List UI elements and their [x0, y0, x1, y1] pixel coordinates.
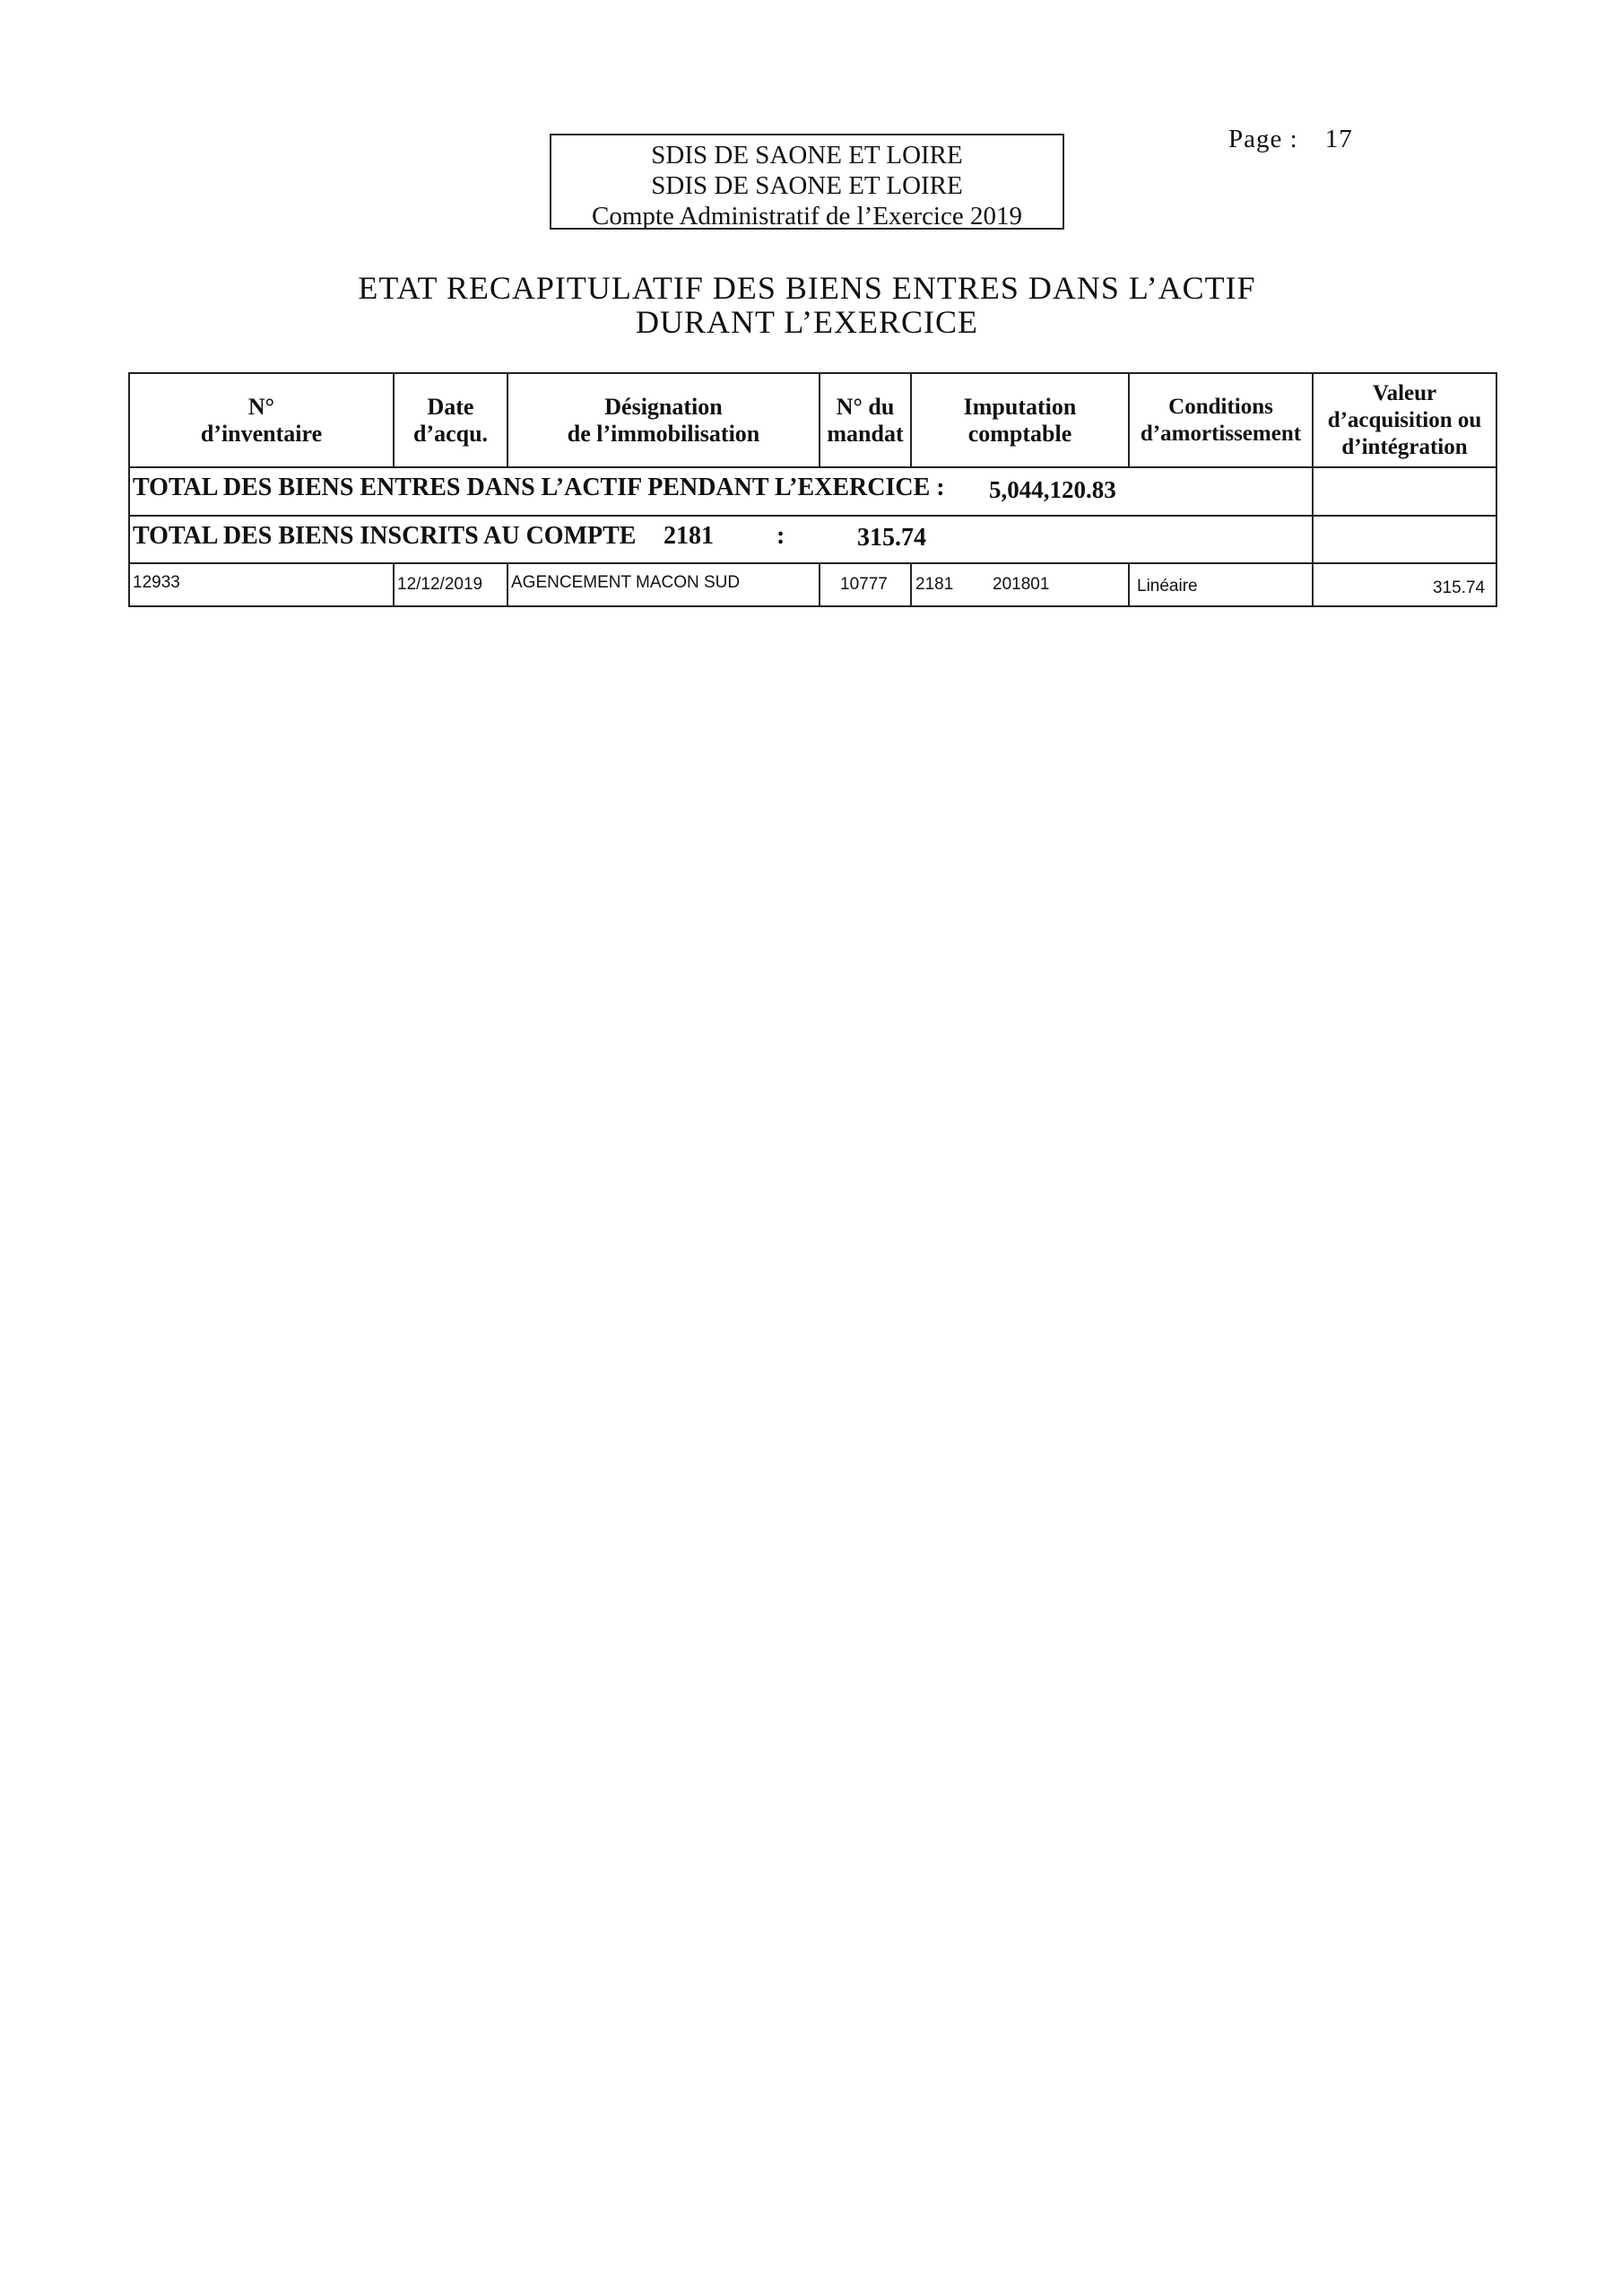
- column-header-line: mandat: [827, 420, 904, 447]
- total-account-number: 2181: [664, 522, 714, 550]
- total-all-label: TOTAL DES BIENS ENTRES DANS L’ACTIF PENDANT L’EXERCICE :: [133, 474, 945, 501]
- col-sep: [507, 562, 508, 607]
- col-sep: [1312, 562, 1314, 607]
- table-account-divider: [128, 562, 1497, 564]
- column-header-line: Imputation: [963, 393, 1077, 420]
- column-header-line: N°: [247, 393, 275, 420]
- column-header-line: Date: [427, 393, 474, 420]
- cell-inventaire: 12933: [133, 573, 180, 592]
- column-header-imputation: [912, 374, 1128, 466]
- column-header-line: d’inventaire: [200, 420, 323, 447]
- table-header-bottom: [128, 466, 1497, 468]
- total-account-separator: :: [776, 522, 785, 550]
- column-header-line: Conditions: [1168, 394, 1273, 419]
- column-header-line: Valeur: [1372, 380, 1437, 405]
- column-header-line: d’acqu.: [412, 420, 489, 447]
- cell-designation: AGENCEMENT MACON SUD: [511, 573, 741, 592]
- header-line-1: SDIS DE SAONE ET LOIRE: [651, 141, 963, 170]
- col-sep: [1128, 562, 1130, 607]
- page-label: Page :: [1228, 125, 1298, 153]
- cell-mandat: 10777: [840, 575, 888, 594]
- page-title-line-1: ETAT RECAPITULATIF DES BIENS ENTRES DANS L’ACTIF: [358, 270, 1256, 306]
- column-header-line: d’amortissement: [1140, 421, 1302, 446]
- column-header-line: de l’immobilisation: [567, 420, 760, 447]
- total-account-label: TOTAL DES BIENS INSCRITS AU COMPTE: [133, 522, 637, 550]
- cell-valeur: 315.74: [1433, 578, 1486, 597]
- column-header-line: d’acquisition ou: [1327, 407, 1482, 432]
- cell-conditions: Linéaire: [1137, 577, 1198, 596]
- table-border-right: [1496, 372, 1497, 607]
- column-header-conditions: [1130, 374, 1312, 466]
- page-title-line-2: DURANT L’EXERCICE: [635, 304, 978, 340]
- table-total-divider: [128, 515, 1497, 517]
- header-line-2: SDIS DE SAONE ET LOIRE: [651, 171, 963, 200]
- col-sep: [393, 562, 395, 607]
- table-border-bottom: [128, 605, 1497, 607]
- column-header-mandat: [820, 374, 910, 466]
- document-header: [550, 134, 1064, 230]
- column-header-line: Désignation: [604, 393, 723, 420]
- cell-imputation-compte: 2181: [915, 575, 954, 594]
- column-header-valeur: [1314, 374, 1496, 466]
- total-all-value: 5,044,120.83: [989, 476, 1116, 503]
- column-header-date: [395, 374, 507, 466]
- page-number: 17: [1324, 125, 1353, 153]
- column-header-line: d’intégration: [1341, 434, 1468, 459]
- cell-date: 12/12/2019: [397, 575, 483, 594]
- page-indicator: [1228, 125, 1353, 154]
- col-sep: [910, 562, 912, 607]
- total-account-value: 315.74: [857, 524, 926, 552]
- column-header-designation: [508, 374, 819, 466]
- column-header-line: N° du: [836, 393, 895, 420]
- column-header-line: comptable: [967, 420, 1072, 447]
- column-header-inventaire: [130, 374, 393, 466]
- cell-imputation-code: 201801: [993, 575, 1050, 594]
- header-line-3: Compte Administratif de l’Exercice 2019: [592, 202, 1022, 230]
- col-sep: [1312, 466, 1314, 564]
- col-sep: [819, 562, 820, 607]
